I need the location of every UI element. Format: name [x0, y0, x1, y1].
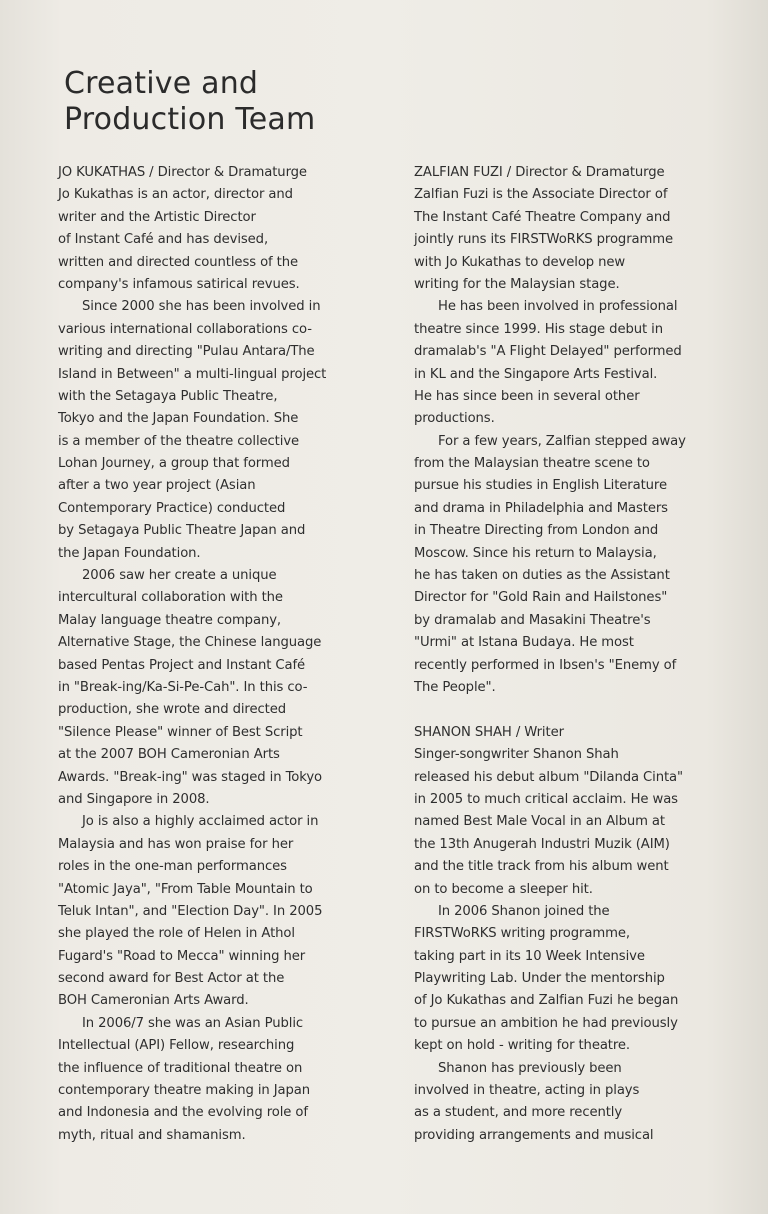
text-line: He has been involved in professional [438, 299, 678, 315]
text-line: contemporary theatre making in Japan [58, 1083, 311, 1099]
text-line: company's infamous satirical revues. [58, 276, 300, 292]
text-line: second award for Best Actor at the [58, 971, 285, 987]
text-line: BOH Cameronian Arts Award. [58, 993, 249, 1009]
text-line: and drama in Philadelphia and Masters [414, 500, 668, 516]
text-line: Tokyo and the Japan Foundation. She [58, 411, 299, 427]
text-line: jointly runs its FIRSTWoRKS programme [414, 232, 674, 248]
text-line: providing arrangements and musical [414, 1127, 654, 1143]
text-line: she played the role of Helen in Athol [58, 926, 295, 942]
section-spacer [414, 699, 754, 721]
page-title-line-1: Creative and [64, 66, 259, 101]
text-line: written and directed countless of the [58, 254, 299, 270]
text-line: in 2005 to much critical acclaim. He was [414, 791, 678, 807]
text-line: FIRSTWoRKS writing programme, [414, 926, 630, 942]
text-line: For a few years, Zalfian stepped away [438, 433, 686, 449]
text-line: roles in the one-man performances [58, 859, 287, 875]
text-line: writing for the Malaysian stage. [414, 276, 620, 292]
text-line: Since 2000 she has been involved in [82, 299, 321, 315]
text-line: Malay language theatre company, [58, 612, 281, 628]
text-line: Malaysia and has won praise for her [58, 836, 294, 852]
text-line: after a two year project (Asian [58, 478, 256, 494]
text-line: of Instant Café and has devised, [58, 232, 269, 248]
text-line: Shanon has previously been [438, 1060, 622, 1076]
text-line: The People". [414, 679, 496, 695]
text-line: Lohan Journey, a group that formed [58, 456, 290, 472]
text-line: In 2006/7 she was an Asian Public [82, 1015, 304, 1031]
text-line: kept on hold - writing for theatre. [414, 1038, 631, 1054]
text-line: from the Malaysian theatre scene to [414, 456, 650, 472]
text-line: pursue his studies in English Literature [414, 478, 667, 494]
text-line: the Japan Foundation. [58, 545, 201, 561]
text-line: productions. [414, 411, 495, 427]
text-line: Fugard's "Road to Mecca" winning her [58, 948, 306, 964]
text-line: taking part in its 10 Week Intensive [414, 948, 645, 964]
text-line: at the 2007 BOH Cameronian Arts [58, 747, 280, 763]
text-line: Island in Between" a multi-lingual project [58, 366, 327, 382]
text-line: Alternative Stage, the Chinese language [58, 635, 322, 651]
text-line: Playwriting Lab. Under the mentorship [414, 971, 665, 987]
text-line: with Jo Kukathas to develop new [414, 254, 626, 270]
text-line: writing and directing "Pulau Antara/The [58, 344, 315, 360]
text-line: "Atomic Jaya", "From Table Mountain to [58, 881, 313, 897]
text-line: writer and the Artistic Director [58, 209, 256, 225]
text-line: "Silence Please" winner of Best Script [58, 724, 303, 740]
text-line: He has since been in several other [414, 388, 640, 404]
text-line: 2006 saw her create a unique [82, 568, 277, 584]
text-line: he has taken on duties as the Assistant [414, 568, 670, 584]
text-line: Zalfian Fuzi is the Associate Director of [414, 187, 668, 203]
left-column-text [58, 162, 398, 1147]
text-line: to pursue an ambition he had previously [414, 1015, 678, 1031]
text-line: named Best Male Vocal in an Album at [414, 814, 665, 830]
text-line: and the title track from his album went [414, 859, 669, 875]
text-line: SHANON SHAH / Writer [414, 724, 564, 740]
text-line: on to become a sleeper hit. [414, 881, 593, 897]
text-line: and Singapore in 2008. [58, 791, 210, 807]
text-line: Jo is also a highly acclaimed actor in [82, 814, 319, 830]
text-line: based Pentas Project and Instant Café [58, 657, 306, 673]
text-line: involved in theatre, acting in plays [414, 1083, 640, 1099]
text-line: Contemporary Practice) conducted [58, 500, 286, 516]
text-line: intercultural collaboration with the [58, 590, 283, 606]
text-line: Director for "Gold Rain and Hailstones" [414, 590, 668, 606]
text-line: theatre since 1999. His stage debut in [414, 321, 663, 337]
text-line: Intellectual (API) Fellow, researching [58, 1038, 295, 1054]
text-line: ZALFIAN FUZI / Director & Dramaturge [414, 165, 665, 180]
text-line: as a student, and more recently [414, 1105, 623, 1121]
text-line: in KL and the Singapore Arts Festival. [414, 366, 658, 382]
text-line: dramalab's "A Flight Delayed" performed [414, 344, 682, 360]
text-line: of Jo Kukathas and Zalfian Fuzi he began [414, 993, 679, 1009]
text-line: production, she wrote and directed [58, 702, 286, 718]
page-title [64, 66, 315, 138]
text-line: in Theatre Directing from London and [414, 523, 659, 539]
right-column-text [414, 162, 754, 1147]
text-line: myth, ritual and shamanism. [58, 1127, 246, 1143]
page-title-line-2: Production Team [64, 102, 316, 137]
text-line: various international collaborations co- [58, 321, 312, 337]
text-line: "Urmi" at Istana Budaya. He most [414, 635, 634, 651]
text-line: recently performed in Ibsen's "Enemy of [414, 657, 677, 673]
text-line: in "Break-ing/Ka-Si-Pe-Cah". In this co- [58, 679, 308, 695]
text-line: by Setagaya Public Theatre Japan and [58, 523, 306, 539]
text-line: Moscow. Since his return to Malaysia, [414, 545, 657, 561]
text-line: the influence of traditional theatre on [58, 1060, 303, 1076]
text-line: Awards. "Break-ing" was staged in Tokyo [58, 769, 322, 785]
text-line: by dramalab and Masakini Theatre's [414, 612, 651, 628]
text-line: Teluk Intan", and "Election Day". In 2005 [58, 903, 323, 919]
text-line: In 2006 Shanon joined the [438, 903, 610, 919]
text-line: Jo Kukathas is an actor, director and [58, 187, 293, 203]
text-line: is a member of the theatre collective [58, 433, 300, 449]
text-line: released his debut album "Dilanda Cinta" [414, 769, 684, 785]
text-line: The Instant Café Theatre Company and [414, 209, 671, 225]
text-line: with the Setagaya Public Theatre, [58, 388, 278, 404]
text-line: JO KUKATHAS / Director & Dramaturge [58, 165, 307, 180]
text-line: and Indonesia and the evolving role of [58, 1105, 308, 1121]
text-line: the 13th Anugerah Industri Muzik (AIM) [414, 836, 670, 852]
text-line: Singer-songwriter Shanon Shah [414, 747, 619, 763]
